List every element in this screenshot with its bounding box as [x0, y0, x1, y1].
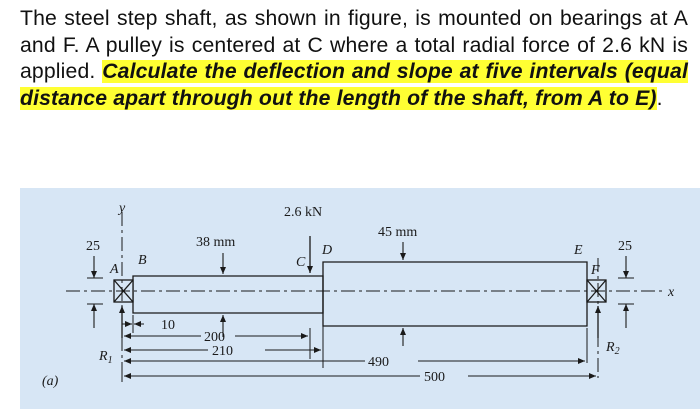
y-axis-label: y — [119, 201, 126, 216]
problem-intro: The steel step shaft, as shown in figure, is mounted on bearings at A and F. A pulley is centered at C where a total radial force of 2.6 kN is applied. — [20, 7, 688, 84]
figure-tag: (a) — [42, 374, 59, 389]
reaction-1-label: $R_1$ — [99, 349, 113, 366]
shaft-diagram — [20, 188, 700, 409]
point-a-label: A — [110, 262, 119, 277]
force-label: 2.6 kN — [284, 205, 323, 220]
small-diameter-label: 38 mm — [196, 235, 236, 250]
point-c-label: C — [296, 255, 306, 270]
x-axis-label: x — [668, 285, 675, 300]
shaft-figure — [20, 188, 700, 409]
length-dimensions — [122, 315, 596, 382]
shaft-outline — [114, 262, 606, 326]
right-bearing-dim: 25 — [618, 239, 632, 254]
left-bearing-dim: 25 — [86, 239, 100, 254]
dim-210-label: 210 — [212, 344, 233, 359]
dim-10-label: 10 — [161, 318, 175, 333]
dim-200-label: 200 — [204, 330, 225, 345]
problem-statement — [20, 6, 688, 112]
point-f-label: F — [591, 263, 600, 278]
shaft-large-section — [323, 262, 587, 326]
dim-500-label: 500 — [424, 370, 445, 385]
large-diameter-label: 45 mm — [378, 225, 418, 240]
dim-490-label: 490 — [368, 355, 389, 370]
shaft-small-section — [133, 276, 323, 313]
problem-end: . — [656, 86, 663, 110]
reaction-2-label: $R_2$ — [606, 340, 620, 357]
problem-highlight: Calculate the deflection and slope at five intervals (equal distance apart through out the length of the shaft, from A to E) — [20, 60, 688, 110]
point-e-label: E — [574, 243, 583, 258]
point-d-label: D — [322, 243, 333, 258]
point-b-label: B — [138, 253, 147, 268]
